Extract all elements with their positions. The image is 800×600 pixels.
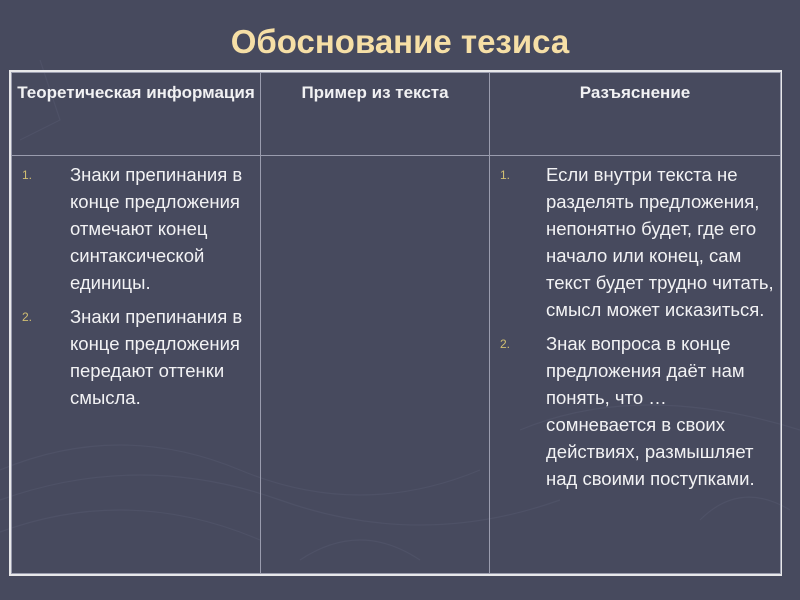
header-explanation: Разъяснение: [490, 73, 781, 156]
explanation-cell: [490, 156, 781, 574]
list-item-text: Если внутри текста не разделять предложения, непонятно будет, где его начало или конец, сам текст будет трудно читать, смысл может исказиться.: [546, 164, 774, 320]
slide-title: Обоснование тезиса: [230, 23, 570, 60]
list-number: 2.: [500, 337, 511, 351]
table-header-row: [12, 73, 781, 156]
thesis-table: [9, 70, 782, 576]
list-item-text: Знаки препинания в конце предложения отмечают конец синтаксической единицы.: [70, 164, 243, 293]
list-item-text: Знаки препинания в конце предложения передают оттенки смысла.: [70, 306, 243, 408]
table-row: [12, 156, 781, 574]
list-number: 1.: [500, 168, 511, 182]
list-number: 1.: [22, 168, 33, 182]
list-item: [12, 161, 260, 296]
example-cell: [261, 156, 490, 574]
theory-cell: [12, 156, 261, 574]
list-item: [490, 161, 780, 323]
header-theory: Теоретическая информация: [12, 73, 261, 156]
list-item: [12, 303, 260, 411]
list-item-text: Знак вопроса в конце предложения даёт нам понять, что … сомневается в своих действиях, размышляет над своими поступками.: [546, 333, 755, 489]
header-example: Пример из текста: [261, 73, 490, 156]
list-number: 2.: [22, 310, 33, 324]
list-item: [490, 330, 780, 492]
